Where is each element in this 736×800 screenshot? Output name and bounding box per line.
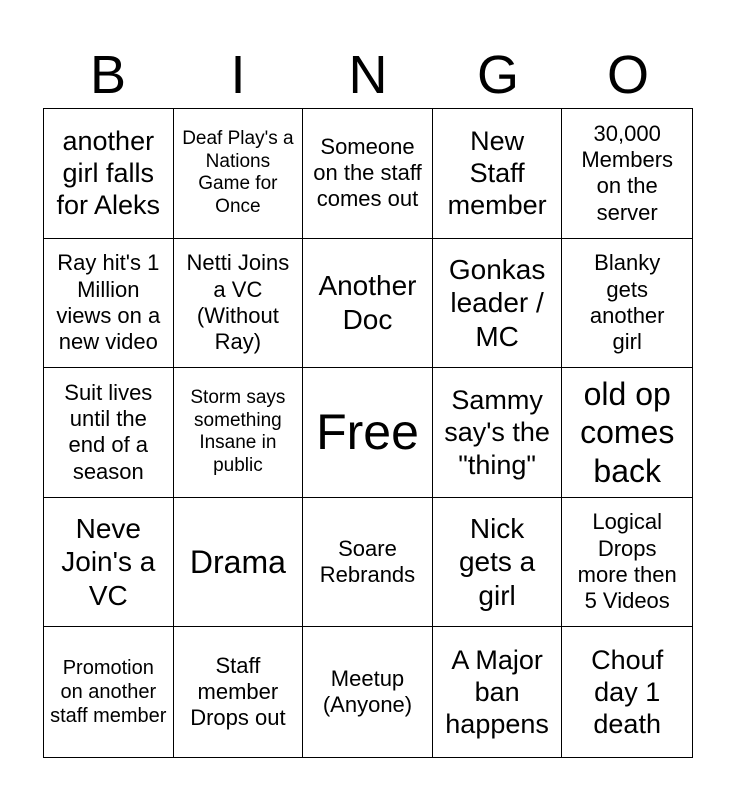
bingo-cell[interactable] — [303, 109, 433, 239]
bingo-cell[interactable] — [303, 498, 433, 628]
bingo-cell[interactable] — [562, 498, 692, 628]
bingo-cell[interactable] — [44, 498, 174, 628]
cell-text: 30,000 Members on the server — [581, 120, 674, 225]
cell-text: Promotion on another staff member — [50, 657, 167, 728]
header-letter-b: B — [89, 45, 127, 105]
bingo-cell[interactable] — [433, 627, 563, 757]
free-space-text: Free — [316, 404, 419, 461]
bingo-board — [43, 108, 693, 758]
bingo-cell[interactable] — [44, 368, 174, 498]
bingo-cell[interactable] — [174, 498, 304, 628]
cell-text: Soare Rebrands — [319, 535, 416, 588]
header-letter-g: G — [476, 45, 519, 105]
bingo-cell[interactable] — [433, 239, 563, 369]
cell-text: Chouf day 1 death — [591, 644, 664, 740]
cell-text: Meetup (Anyone) — [322, 665, 413, 718]
bingo-cell[interactable] — [562, 368, 692, 498]
header-letter-i: I — [230, 45, 246, 105]
cell-text: Ray hit's 1 Million views on a new video — [56, 250, 161, 355]
bingo-cell free-space[interactable] — [303, 368, 433, 498]
cell-text: Deaf Play's a Nations Game for Once — [182, 127, 294, 218]
cell-text: Logical Drops more then 5 Videos — [577, 509, 677, 614]
cell-text: Nick gets a girl — [458, 512, 536, 611]
bingo-header — [43, 42, 693, 108]
cell-text: Neve Join's a VC — [61, 512, 156, 611]
bingo-cell[interactable] — [562, 239, 692, 369]
cell-text: Drama — [189, 543, 286, 580]
bingo-cell[interactable] — [562, 627, 692, 757]
cell-text: Staff member Drops out — [190, 652, 286, 731]
cell-text: another girl falls for Aleks — [56, 125, 161, 221]
cell-text: Suit lives until the end of a season — [64, 379, 153, 484]
bingo-cell[interactable] — [303, 627, 433, 757]
bingo-cell[interactable] — [174, 239, 304, 369]
cell-text: Another Doc — [318, 270, 417, 335]
header-letter-o: O — [606, 45, 649, 105]
bingo-cell[interactable] — [174, 368, 304, 498]
bingo-cell[interactable] — [44, 627, 174, 757]
bingo-cell[interactable] — [433, 368, 563, 498]
bingo-cell[interactable] — [44, 109, 174, 239]
cell-text: Someone on the staff comes out — [313, 133, 422, 212]
cell-text: New Staff member — [447, 125, 547, 221]
bingo-cell[interactable] — [44, 239, 174, 369]
bingo-cell[interactable] — [174, 109, 304, 239]
cell-text: Storm says something Insane in public — [190, 386, 286, 477]
bingo-cell[interactable] — [433, 109, 563, 239]
cell-text: A Major ban happens — [445, 644, 549, 740]
bingo-cell[interactable] — [562, 109, 692, 239]
bingo-cell[interactable] — [433, 498, 563, 628]
bingo-cell[interactable] — [303, 239, 433, 369]
header-letter-n: N — [348, 45, 388, 105]
cell-text: Sammy say's the "thing" — [444, 384, 550, 480]
cell-text: old op comes back — [580, 375, 675, 489]
bingo-cell[interactable] — [174, 627, 304, 757]
cell-text: Netti Joins a VC (Without Ray) — [186, 250, 290, 355]
cell-text: Blanky gets another girl — [589, 250, 665, 355]
cell-text: Gonkas leader / MC — [448, 253, 546, 352]
